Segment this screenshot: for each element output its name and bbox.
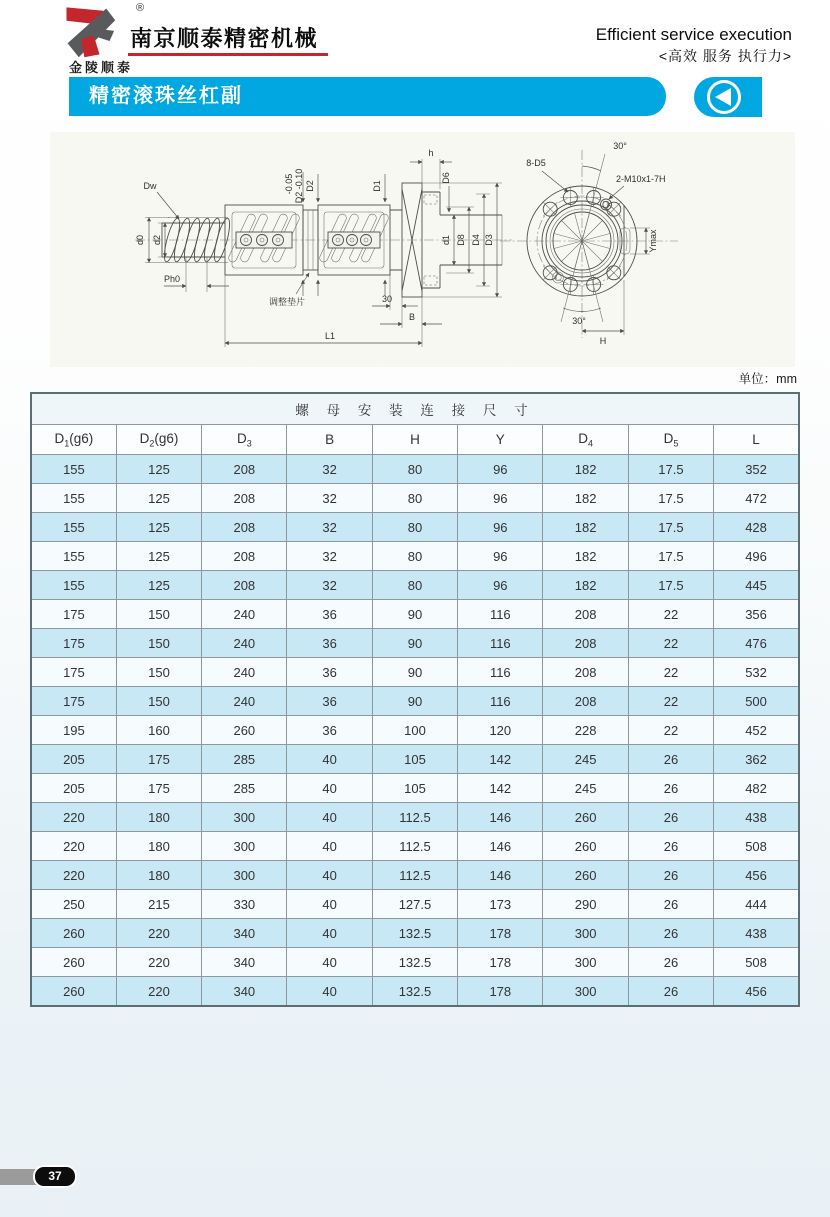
page-number: 37: [33, 1165, 77, 1188]
table-cell: 116: [458, 687, 543, 716]
table-cell: 290: [543, 890, 628, 919]
table-row: [31, 629, 799, 658]
table-cell: 178: [458, 977, 543, 1007]
label-d1-nut: D1: [372, 180, 382, 192]
table-cell: 300: [202, 832, 287, 861]
table-cell: 146: [458, 832, 543, 861]
table-cell: 245: [543, 745, 628, 774]
logo-caption: 金陵顺泰: [68, 60, 133, 75]
table-cell: 132.5: [372, 948, 457, 977]
table-cell: 452: [714, 716, 799, 745]
table-cell: 260: [202, 716, 287, 745]
table-cell: 175: [31, 687, 116, 716]
table-cell: 32: [287, 571, 372, 600]
table-cell: 205: [31, 745, 116, 774]
table-cell: 40: [287, 832, 372, 861]
table-cell: 456: [714, 977, 799, 1007]
table-cell: 155: [31, 484, 116, 513]
table-cell: 40: [287, 977, 372, 1007]
back-button[interactable]: [694, 77, 762, 117]
table-cell: 22: [628, 600, 713, 629]
table-cell: 508: [714, 948, 799, 977]
ball-screw-drawing: [50, 132, 795, 367]
table-cell: 40: [287, 745, 372, 774]
table-cell: 482: [714, 774, 799, 803]
table-cell: 40: [287, 890, 372, 919]
table-cell: 125: [116, 455, 201, 484]
label-d2-tol: D2 -0.10: [294, 168, 304, 204]
table-cell: 26: [628, 745, 713, 774]
table-cell: 112.5: [372, 803, 457, 832]
table-cell: 208: [202, 484, 287, 513]
table-cell: 260: [31, 948, 116, 977]
table-cell: 220: [31, 803, 116, 832]
label-shim: 调整垫片: [268, 297, 306, 307]
table-cell: 340: [202, 919, 287, 948]
column-header: $D_3$: [202, 425, 287, 455]
table-cell: 155: [31, 513, 116, 542]
table-row: [31, 571, 799, 600]
label-8-d5: 8-D5: [526, 158, 546, 168]
table-cell: 26: [628, 977, 713, 1007]
slogan-english: Efficient service execution: [595, 25, 792, 44]
unit-note: 单位：mm: [738, 372, 797, 386]
table-cell: 125: [116, 513, 201, 542]
label-d3: D3: [484, 234, 494, 246]
spec-table: [30, 392, 800, 1007]
table-row: [31, 687, 799, 716]
column-header: $D_2(g6)$: [116, 425, 201, 455]
label-h: h: [428, 148, 434, 158]
table-cell: 472: [714, 484, 799, 513]
table-cell: 182: [543, 571, 628, 600]
table-cell: 476: [714, 629, 799, 658]
table-cell: 146: [458, 861, 543, 890]
table-cell: 532: [714, 658, 799, 687]
table-row: [31, 919, 799, 948]
table-cell: 300: [543, 919, 628, 948]
registered-trademark: ®: [136, 2, 145, 14]
label-d2-tol-upper: -0.05: [284, 173, 294, 195]
table-cell: 96: [458, 542, 543, 571]
table-cell: 456: [714, 861, 799, 890]
table-cell: 36: [287, 629, 372, 658]
table-cell: 220: [116, 977, 201, 1007]
table-cell: 32: [287, 484, 372, 513]
table-cell: 120: [458, 716, 543, 745]
label-angle-top: 30°: [613, 141, 627, 151]
column-header: H: [372, 425, 457, 455]
table-cell: 96: [458, 571, 543, 600]
table-cell: 173: [458, 890, 543, 919]
column-header: $D_5$: [628, 425, 713, 455]
table-cell: 100: [372, 716, 457, 745]
table-cell: 285: [202, 745, 287, 774]
table-cell: 438: [714, 803, 799, 832]
table-cell: 127.5: [372, 890, 457, 919]
table-cell: 445: [714, 571, 799, 600]
table-cell: 208: [202, 455, 287, 484]
label-30: 30: [381, 294, 393, 304]
table-cell: 300: [202, 803, 287, 832]
label-l1: L1: [324, 331, 336, 341]
table-cell: 438: [714, 919, 799, 948]
table-cell: 26: [628, 803, 713, 832]
table-cell: 105: [372, 745, 457, 774]
label-angle-bottom: 30°: [572, 316, 586, 326]
table-cell: 26: [628, 774, 713, 803]
table-cell: 90: [372, 600, 457, 629]
table-cell: 240: [202, 687, 287, 716]
table-cell: 508: [714, 832, 799, 861]
table-cell: 40: [287, 948, 372, 977]
label-d1-small: d1: [441, 234, 451, 246]
table-cell: 22: [628, 687, 713, 716]
label-h-flange: H: [599, 336, 607, 346]
label-d4: D4: [471, 234, 481, 246]
table-row: [31, 745, 799, 774]
table-cell: 155: [31, 455, 116, 484]
table-cell: 240: [202, 629, 287, 658]
table-cell: 182: [543, 542, 628, 571]
table-cell: 150: [116, 629, 201, 658]
table-cell: 26: [628, 861, 713, 890]
table-cell: 240: [202, 600, 287, 629]
table-cell: 125: [116, 542, 201, 571]
table-cell: 36: [287, 687, 372, 716]
table-cell: 150: [116, 658, 201, 687]
section-banner: [69, 77, 666, 116]
table-cell: 112.5: [372, 832, 457, 861]
slogan-chinese: <高效 服务 执行力>: [658, 48, 792, 64]
table-cell: 260: [543, 803, 628, 832]
table-cell: 90: [372, 629, 457, 658]
column-header: B: [287, 425, 372, 455]
table-cell: 125: [116, 571, 201, 600]
table-cell: 80: [372, 513, 457, 542]
company-name-underline: [128, 53, 328, 56]
table-cell: 300: [202, 861, 287, 890]
table-cell: 160: [116, 716, 201, 745]
table-cell: 22: [628, 629, 713, 658]
table-cell: 330: [202, 890, 287, 919]
table-cell: 444: [714, 890, 799, 919]
table-cell: 250: [31, 890, 116, 919]
label-2-m10: 2-M10x1-7H: [616, 174, 666, 184]
table-cell: 36: [287, 716, 372, 745]
table-row: [31, 600, 799, 629]
table-cell: 32: [287, 513, 372, 542]
table-cell: 36: [287, 600, 372, 629]
table-cell: 26: [628, 890, 713, 919]
table-cell: 208: [543, 629, 628, 658]
table-cell: 132.5: [372, 919, 457, 948]
table-cell: 260: [543, 832, 628, 861]
table-cell: 150: [116, 687, 201, 716]
table-cell: 182: [543, 484, 628, 513]
table-cell: 356: [714, 600, 799, 629]
table-cell: 180: [116, 803, 201, 832]
table-cell: 36: [287, 658, 372, 687]
table-cell: 175: [31, 600, 116, 629]
table-row: [31, 542, 799, 571]
column-header: L: [714, 425, 799, 455]
label-d2-plain: D2: [305, 180, 315, 192]
label-d0: d0: [135, 234, 145, 246]
table-cell: 155: [31, 542, 116, 571]
table-cell: 80: [372, 542, 457, 571]
table-cell: 40: [287, 919, 372, 948]
table-cell: 195: [31, 716, 116, 745]
table-cell: 40: [287, 774, 372, 803]
label-ph0: Ph0: [163, 274, 181, 284]
table-cell: 175: [116, 745, 201, 774]
label-b: B: [408, 312, 416, 322]
table-cell: 175: [31, 629, 116, 658]
table-cell: 220: [31, 861, 116, 890]
table-cell: 300: [543, 948, 628, 977]
table-cell: 26: [628, 919, 713, 948]
table-row: [31, 658, 799, 687]
label-ymax: Ymax: [648, 229, 658, 253]
company-logo-icon: [62, 5, 118, 59]
table-cell: 285: [202, 774, 287, 803]
table-cell: 17.5: [628, 542, 713, 571]
table-cell: 22: [628, 716, 713, 745]
table-cell: 208: [543, 687, 628, 716]
table-cell: 260: [31, 919, 116, 948]
table-cell: 80: [372, 455, 457, 484]
table-cell: 208: [202, 542, 287, 571]
company-name: 南京顺泰精密机械: [130, 26, 319, 51]
table-cell: 215: [116, 890, 201, 919]
table-cell: 208: [543, 658, 628, 687]
table-cell: 132.5: [372, 977, 457, 1007]
table-row: [31, 861, 799, 890]
table-cell: 80: [372, 571, 457, 600]
table-header-row: [31, 425, 799, 455]
technical-drawing: [50, 132, 795, 367]
back-arrow-icon: [704, 77, 744, 117]
table-cell: 208: [202, 571, 287, 600]
label-d8: D8: [456, 234, 466, 246]
table-cell: 17.5: [628, 455, 713, 484]
table-cell: 220: [31, 832, 116, 861]
table-cell: 142: [458, 745, 543, 774]
table-row: [31, 890, 799, 919]
table-cell: 175: [116, 774, 201, 803]
table-cell: 112.5: [372, 861, 457, 890]
table-cell: 428: [714, 513, 799, 542]
table-cell: 32: [287, 455, 372, 484]
table-cell: 228: [543, 716, 628, 745]
table-cell: 178: [458, 919, 543, 948]
table-cell: 245: [543, 774, 628, 803]
table-cell: 40: [287, 803, 372, 832]
table-cell: 26: [628, 948, 713, 977]
table-cell: 96: [458, 455, 543, 484]
table-cell: 340: [202, 948, 287, 977]
table-cell: 240: [202, 658, 287, 687]
table-cell: 352: [714, 455, 799, 484]
table-row: [31, 977, 799, 1007]
table-cell: 90: [372, 658, 457, 687]
table-cell: 178: [458, 948, 543, 977]
page-title: 精密滚珠丝杠副: [89, 85, 243, 107]
table-cell: 175: [31, 658, 116, 687]
table-cell: 208: [202, 513, 287, 542]
table-cell: 116: [458, 629, 543, 658]
table-cell: 205: [31, 774, 116, 803]
end-view: [500, 141, 678, 346]
table-cell: 17.5: [628, 513, 713, 542]
column-header: Y: [458, 425, 543, 455]
table-cell: 208: [543, 600, 628, 629]
table-cell: 150: [116, 600, 201, 629]
table-cell: 340: [202, 977, 287, 1007]
table-cell: 17.5: [628, 484, 713, 513]
label-d2: d2: [152, 234, 162, 246]
table-cell: 116: [458, 600, 543, 629]
table-cell: 17.5: [628, 571, 713, 600]
table-cell: 260: [543, 861, 628, 890]
table-cell: 142: [458, 774, 543, 803]
table-row: [31, 832, 799, 861]
table-cell: 182: [543, 455, 628, 484]
table-cell: 220: [116, 919, 201, 948]
column-header: $D_1(g6)$: [31, 425, 116, 455]
table-row: [31, 484, 799, 513]
table-cell: 116: [458, 658, 543, 687]
table-cell: 220: [116, 948, 201, 977]
table-cell: 182: [543, 513, 628, 542]
table-cell: 105: [372, 774, 457, 803]
table-row: [31, 774, 799, 803]
table-cell: 96: [458, 484, 543, 513]
table-row: [31, 803, 799, 832]
column-header: $D_4$: [543, 425, 628, 455]
table-cell: 180: [116, 832, 201, 861]
table-cell: 500: [714, 687, 799, 716]
side-view: [135, 148, 512, 347]
table-cell: 80: [372, 484, 457, 513]
table-row: [31, 513, 799, 542]
table-cell: 40: [287, 861, 372, 890]
table-cell: 90: [372, 687, 457, 716]
table-title: 螺 母 安 装 连 接 尺 寸: [31, 393, 799, 425]
table-cell: 180: [116, 861, 201, 890]
table-row: [31, 455, 799, 484]
table-cell: 300: [543, 977, 628, 1007]
table-row: [31, 948, 799, 977]
table-cell: 362: [714, 745, 799, 774]
table-cell: 96: [458, 513, 543, 542]
table-cell: 146: [458, 803, 543, 832]
table-cell: 32: [287, 542, 372, 571]
table-cell: 155: [31, 571, 116, 600]
label-dw: Dw: [143, 181, 157, 191]
label-d6: D6: [441, 172, 451, 184]
table-cell: 125: [116, 484, 201, 513]
table-body: [31, 455, 799, 1007]
table-cell: 496: [714, 542, 799, 571]
table-cell: 260: [31, 977, 116, 1007]
table-row: [31, 716, 799, 745]
table-cell: 22: [628, 658, 713, 687]
table-cell: 26: [628, 832, 713, 861]
